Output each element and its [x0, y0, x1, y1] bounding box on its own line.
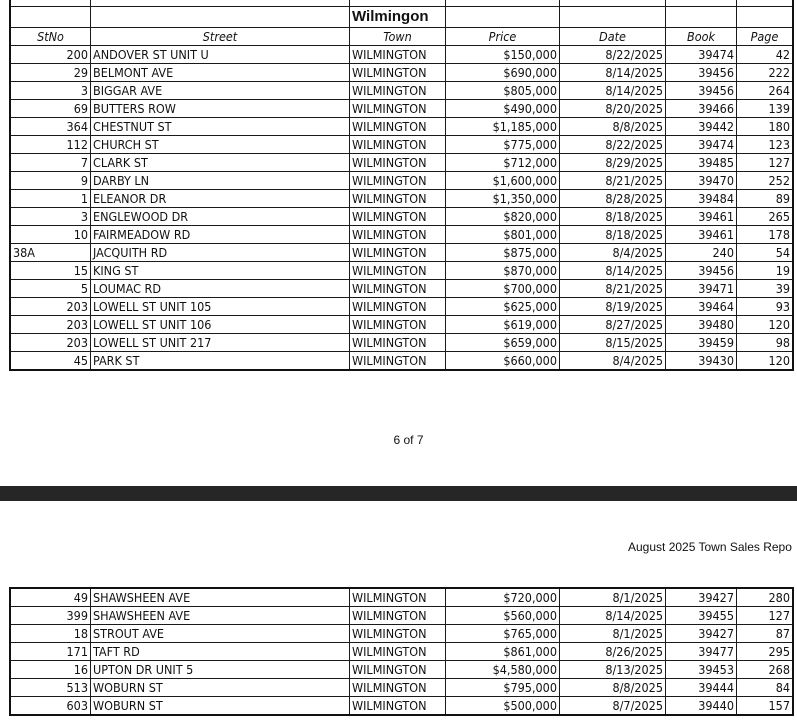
- table-row: [10, 334, 793, 352]
- street-number-cell: 513: [10, 679, 91, 697]
- town-cell: WILMINGTON: [350, 298, 446, 316]
- pdf-page-7: [0, 501, 797, 722]
- street-number-cell: 200: [10, 46, 91, 64]
- price-cell: $765,000: [446, 625, 560, 643]
- street-cell: SHAWSHEEN AVE: [91, 588, 350, 607]
- page-separator: [0, 486, 797, 501]
- street-cell: LOUMAC RD: [91, 280, 350, 298]
- town-cell: WILMINGTON: [350, 661, 446, 679]
- street-cell: PARK ST: [91, 352, 350, 371]
- sales-table-page-6: [9, 0, 794, 371]
- book-cell: 39455: [666, 607, 737, 625]
- book-cell: 240: [666, 244, 737, 262]
- street-number-cell: 112: [10, 136, 91, 154]
- town-cell: WILMINGTON: [350, 244, 446, 262]
- price-cell: $712,000: [446, 154, 560, 172]
- column-header-row: [10, 28, 793, 46]
- table-row: [10, 588, 793, 607]
- column-header-page: Page: [737, 28, 794, 46]
- date-cell: 8/20/2025: [560, 100, 666, 118]
- price-cell: $720,000: [446, 588, 560, 607]
- column-header-street: Street: [91, 28, 350, 46]
- street-number-cell: 38A: [10, 244, 91, 262]
- town-title: Wilmingon: [350, 7, 446, 28]
- date-cell: 8/26/2025: [560, 643, 666, 661]
- street-number-cell: 203: [10, 334, 91, 352]
- page-cell: 120: [737, 316, 794, 334]
- street-cell: ELEANOR DR: [91, 190, 350, 208]
- date-cell: 8/8/2025: [560, 679, 666, 697]
- table-row: [10, 100, 793, 118]
- table-row: [10, 226, 793, 244]
- date-cell: 8/1/2025: [560, 625, 666, 643]
- date-cell: 8/4/2025: [560, 244, 666, 262]
- price-cell: $660,000: [446, 352, 560, 371]
- price-cell: $795,000: [446, 679, 560, 697]
- table-row: [10, 208, 793, 226]
- page-cell: 127: [737, 154, 794, 172]
- street-cell: TAFT RD: [91, 643, 350, 661]
- street-cell: WOBURN ST: [91, 697, 350, 716]
- book-cell: 39430: [666, 352, 737, 371]
- price-cell: $801,000: [446, 226, 560, 244]
- town-cell: WILMINGTON: [350, 190, 446, 208]
- town-cell: WILMINGTON: [350, 352, 446, 371]
- street-number-cell: 171: [10, 643, 91, 661]
- price-cell: $500,000: [446, 697, 560, 716]
- date-cell: 8/14/2025: [560, 262, 666, 280]
- town-cell: WILMINGTON: [350, 64, 446, 82]
- column-header-price: Price: [446, 28, 560, 46]
- street-number-cell: 15: [10, 262, 91, 280]
- street-number-cell: 45: [10, 352, 91, 371]
- table-row: [10, 679, 793, 697]
- street-cell: DARBY LN: [91, 172, 350, 190]
- street-number-cell: 49: [10, 588, 91, 607]
- price-cell: $4,580,000: [446, 661, 560, 679]
- town-cell: WILMINGTON: [350, 226, 446, 244]
- town-cell: WILMINGTON: [350, 118, 446, 136]
- column-header-date: Date: [560, 28, 666, 46]
- street-cell: LOWELL ST UNIT 106: [91, 316, 350, 334]
- table-row: [10, 82, 793, 100]
- book-cell: 39466: [666, 100, 737, 118]
- book-cell: 39464: [666, 298, 737, 316]
- page-cell: 93: [737, 298, 794, 316]
- street-number-cell: 29: [10, 64, 91, 82]
- date-cell: 8/22/2025: [560, 46, 666, 64]
- town-cell: WILMINGTON: [350, 100, 446, 118]
- date-cell: 8/14/2025: [560, 82, 666, 100]
- page-cell: 42: [737, 46, 794, 64]
- street-cell: JACQUITH RD: [91, 244, 350, 262]
- column-header-book: Book: [666, 28, 737, 46]
- street-number-cell: 5: [10, 280, 91, 298]
- date-cell: 8/4/2025: [560, 352, 666, 371]
- table-row: [10, 136, 793, 154]
- street-cell: LOWELL ST UNIT 217: [91, 334, 350, 352]
- town-title-row: [10, 7, 793, 28]
- town-cell: WILMINGTON: [350, 607, 446, 625]
- date-cell: 8/14/2025: [560, 64, 666, 82]
- price-cell: $690,000: [446, 64, 560, 82]
- street-number-cell: 1: [10, 190, 91, 208]
- town-cell: WILMINGTON: [350, 262, 446, 280]
- page-cell: 264: [737, 82, 794, 100]
- street-number-cell: 18: [10, 625, 91, 643]
- price-cell: $805,000: [446, 82, 560, 100]
- book-cell: 39461: [666, 208, 737, 226]
- street-number-cell: 364: [10, 118, 91, 136]
- street-cell: CLARK ST: [91, 154, 350, 172]
- price-cell: $659,000: [446, 334, 560, 352]
- table-row: [10, 190, 793, 208]
- street-cell: WOBURN ST: [91, 679, 350, 697]
- page-cell: 178: [737, 226, 794, 244]
- town-cell: WILMINGTON: [350, 82, 446, 100]
- report-header-title: August 2025 Town Sales Repo: [628, 540, 792, 554]
- page-cell: 54: [737, 244, 794, 262]
- street-number-cell: 7: [10, 154, 91, 172]
- page-cell: 89: [737, 190, 794, 208]
- table-row: [10, 280, 793, 298]
- date-cell: 8/8/2025: [560, 118, 666, 136]
- page-cell: 252: [737, 172, 794, 190]
- table-row: [10, 46, 793, 64]
- street-cell: ANDOVER ST UNIT U: [91, 46, 350, 64]
- book-cell: 39459: [666, 334, 737, 352]
- price-cell: $1,185,000: [446, 118, 560, 136]
- date-cell: 8/27/2025: [560, 316, 666, 334]
- table-row: [10, 643, 793, 661]
- town-cell: WILMINGTON: [350, 172, 446, 190]
- street-number-cell: 399: [10, 607, 91, 625]
- town-cell: WILMINGTON: [350, 136, 446, 154]
- book-cell: 39442: [666, 118, 737, 136]
- street-cell: CHURCH ST: [91, 136, 350, 154]
- book-cell: 39470: [666, 172, 737, 190]
- town-cell: WILMINGTON: [350, 697, 446, 716]
- price-cell: $870,000: [446, 262, 560, 280]
- book-cell: 39456: [666, 262, 737, 280]
- book-cell: 39477: [666, 643, 737, 661]
- date-cell: 8/7/2025: [560, 697, 666, 716]
- book-cell: 39440: [666, 697, 737, 716]
- price-cell: $820,000: [446, 208, 560, 226]
- price-cell: $560,000: [446, 607, 560, 625]
- price-cell: $775,000: [446, 136, 560, 154]
- street-number-cell: 203: [10, 298, 91, 316]
- book-cell: 39427: [666, 588, 737, 607]
- street-number-cell: 16: [10, 661, 91, 679]
- date-cell: 8/13/2025: [560, 661, 666, 679]
- street-number-cell: 10: [10, 226, 91, 244]
- page-cell: 268: [737, 661, 794, 679]
- price-cell: $619,000: [446, 316, 560, 334]
- date-cell: 8/28/2025: [560, 190, 666, 208]
- town-cell: WILMINGTON: [350, 316, 446, 334]
- street-number-cell: 69: [10, 100, 91, 118]
- town-cell: WILMINGTON: [350, 643, 446, 661]
- street-cell: CHESTNUT ST: [91, 118, 350, 136]
- page-cell: 84: [737, 679, 794, 697]
- book-cell: 39444: [666, 679, 737, 697]
- page-cell: 139: [737, 100, 794, 118]
- price-cell: $1,600,000: [446, 172, 560, 190]
- book-cell: 39461: [666, 226, 737, 244]
- book-cell: 39485: [666, 154, 737, 172]
- street-cell: BIGGAR AVE: [91, 82, 350, 100]
- town-cell: WILMINGTON: [350, 208, 446, 226]
- page-cell: 123: [737, 136, 794, 154]
- town-cell: WILMINGTON: [350, 46, 446, 64]
- table-row: [10, 244, 793, 262]
- date-cell: 8/1/2025: [560, 588, 666, 607]
- street-cell: LOWELL ST UNIT 105: [91, 298, 350, 316]
- date-cell: 8/18/2025: [560, 208, 666, 226]
- column-header-stno: StNo: [10, 28, 91, 46]
- street-number-cell: 3: [10, 208, 91, 226]
- town-cell: WILMINGTON: [350, 588, 446, 607]
- date-cell: 8/18/2025: [560, 226, 666, 244]
- page-number: 6 of 7: [393, 433, 424, 447]
- page-cell: 295: [737, 643, 794, 661]
- table-row: [10, 625, 793, 643]
- town-cell: WILMINGTON: [350, 334, 446, 352]
- date-cell: 8/21/2025: [560, 280, 666, 298]
- book-cell: 39474: [666, 136, 737, 154]
- book-cell: 39471: [666, 280, 737, 298]
- street-cell: BELMONT AVE: [91, 64, 350, 82]
- street-number-cell: 3: [10, 82, 91, 100]
- street-number-cell: 203: [10, 316, 91, 334]
- table-row: [10, 172, 793, 190]
- book-cell: 39484: [666, 190, 737, 208]
- street-cell: ENGLEWOOD DR: [91, 208, 350, 226]
- table-row: [10, 661, 793, 679]
- price-cell: $490,000: [446, 100, 560, 118]
- page-cell: 222: [737, 64, 794, 82]
- price-cell: $700,000: [446, 280, 560, 298]
- table-row: [10, 262, 793, 280]
- date-cell: 8/21/2025: [560, 172, 666, 190]
- date-cell: 8/14/2025: [560, 607, 666, 625]
- date-cell: 8/19/2025: [560, 298, 666, 316]
- date-cell: 8/29/2025: [560, 154, 666, 172]
- price-cell: $150,000: [446, 46, 560, 64]
- town-cell: WILMINGTON: [350, 679, 446, 697]
- page-cell: 87: [737, 625, 794, 643]
- book-cell: 39456: [666, 64, 737, 82]
- page-cell: 19: [737, 262, 794, 280]
- street-cell: FAIRMEADOW RD: [91, 226, 350, 244]
- sales-table-page-7: [9, 587, 794, 716]
- price-cell: $1,350,000: [446, 190, 560, 208]
- street-number-cell: 603: [10, 697, 91, 716]
- street-cell: KING ST: [91, 262, 350, 280]
- price-cell: $625,000: [446, 298, 560, 316]
- street-cell: UPTON DR UNIT 5: [91, 661, 350, 679]
- book-cell: 39480: [666, 316, 737, 334]
- table-row: [10, 118, 793, 136]
- page-cell: 280: [737, 588, 794, 607]
- table-row: [10, 298, 793, 316]
- book-cell: 39453: [666, 661, 737, 679]
- street-cell: BUTTERS ROW: [91, 100, 350, 118]
- town-cell: WILMINGTON: [350, 625, 446, 643]
- table-row: [10, 316, 793, 334]
- page-cell: 39: [737, 280, 794, 298]
- page-cell: 120: [737, 352, 794, 371]
- date-cell: 8/22/2025: [560, 136, 666, 154]
- page-cell: 157: [737, 697, 794, 716]
- table-row: [10, 154, 793, 172]
- book-cell: 39456: [666, 82, 737, 100]
- table-row: [10, 697, 793, 716]
- street-cell: SHAWSHEEN AVE: [91, 607, 350, 625]
- column-header-town: Town: [350, 28, 446, 46]
- table-row: [10, 352, 793, 371]
- page-cell: 265: [737, 208, 794, 226]
- table-row: [10, 64, 793, 82]
- table-row: [10, 607, 793, 625]
- street-cell: STROUT AVE: [91, 625, 350, 643]
- town-cell: WILMINGTON: [350, 280, 446, 298]
- page-cell: 98: [737, 334, 794, 352]
- street-number-cell: 9: [10, 172, 91, 190]
- page-cell: 127: [737, 607, 794, 625]
- town-cell: WILMINGTON: [350, 154, 446, 172]
- date-cell: 8/15/2025: [560, 334, 666, 352]
- book-cell: 39427: [666, 625, 737, 643]
- book-cell: 39474: [666, 46, 737, 64]
- page-cell: 180: [737, 118, 794, 136]
- price-cell: $861,000: [446, 643, 560, 661]
- price-cell: $875,000: [446, 244, 560, 262]
